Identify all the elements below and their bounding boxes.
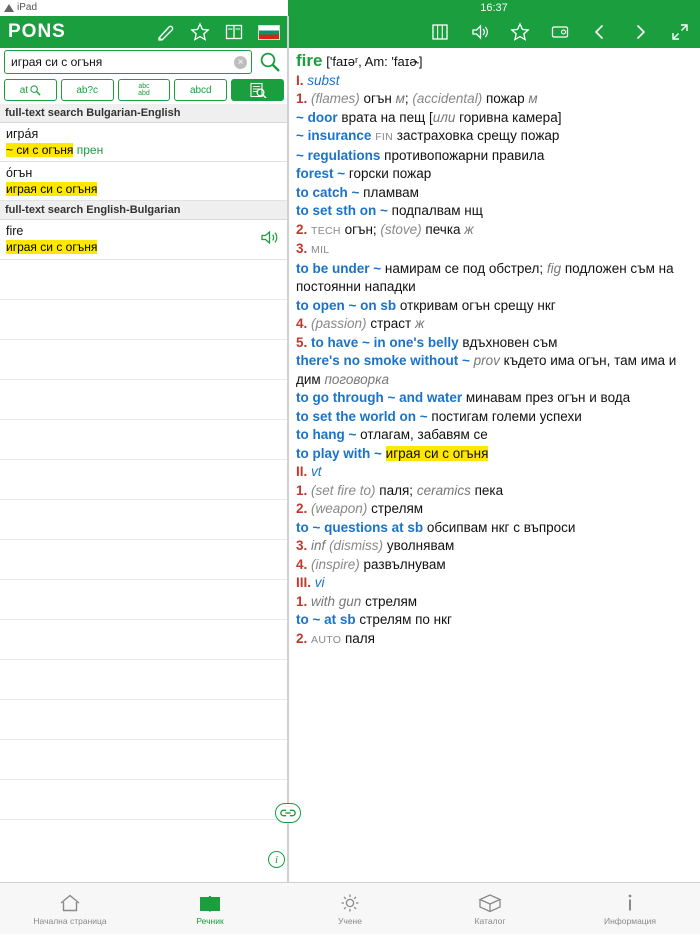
entry-line: 4. (inspire) развълнувам xyxy=(296,556,446,572)
chevron-left-icon[interactable] xyxy=(590,22,610,42)
mode-at-search[interactable] xyxy=(4,79,57,101)
list-item[interactable] xyxy=(0,660,288,700)
results-section-header: full-text search English-Bulgarian xyxy=(0,201,288,220)
list-item[interactable] xyxy=(0,700,288,740)
snippet-part: огъня xyxy=(62,182,98,196)
list-item[interactable] xyxy=(0,300,288,340)
result-title: fire xyxy=(6,224,24,238)
search-bar xyxy=(0,48,288,76)
pen-icon[interactable] xyxy=(156,22,176,42)
search-button[interactable] xyxy=(256,50,284,74)
search-input-wrap[interactable] xyxy=(4,50,252,74)
list-item[interactable] xyxy=(0,620,288,660)
mode-wildcard-label: ab?c xyxy=(76,84,99,96)
list-item[interactable] xyxy=(0,220,288,260)
mode-abcd-label: abcd xyxy=(189,84,212,96)
fullscreen-icon[interactable] xyxy=(670,22,690,42)
speaker-icon[interactable] xyxy=(470,22,490,42)
flag-bulgaria-icon[interactable] xyxy=(258,25,280,40)
result-title: игра́я xyxy=(6,127,39,141)
entry-line: 1. (set fire to) паля; ceramics пека xyxy=(296,482,504,498)
snippet-part: играя xyxy=(6,182,37,196)
book-open-icon xyxy=(198,891,222,913)
mode-wildcard-question[interactable] xyxy=(61,79,114,101)
box-icon xyxy=(478,891,502,913)
entry-line: 5. to have ~ in one's belly вдъхновен съм xyxy=(296,334,558,350)
right-toolbar xyxy=(288,16,700,48)
list-item[interactable] xyxy=(0,580,288,620)
snippet-label: прен xyxy=(73,143,104,157)
snippet-part: играя xyxy=(6,240,37,254)
tab-label: Информация xyxy=(603,916,657,926)
wifi-icon xyxy=(4,4,14,12)
result-title: о́гън xyxy=(6,166,33,180)
sun-icon xyxy=(339,891,361,913)
list-item[interactable] xyxy=(0,162,288,201)
tab-home[interactable] xyxy=(0,883,140,935)
info-i-icon xyxy=(623,891,637,913)
snippet-part: си xyxy=(36,240,57,254)
tab-info[interactable] xyxy=(560,883,700,935)
entry-line: to go through ~ and water минавам през огън и вода xyxy=(296,390,631,405)
clear-icon[interactable]: × xyxy=(234,56,247,69)
search-mode-bar xyxy=(0,76,288,104)
list-item[interactable] xyxy=(0,340,288,380)
entry-line: 4. (passion) страст ж xyxy=(296,316,425,331)
book-icon[interactable] xyxy=(224,22,244,42)
entry-headword: fire xyxy=(296,51,323,70)
status-left xyxy=(4,2,37,13)
home-icon xyxy=(59,891,81,913)
result-snippet xyxy=(6,182,282,196)
entry-line: to ~ questions at sb обсипвам нкг с въпроси xyxy=(296,519,576,535)
snippet-part: огъня xyxy=(41,143,74,157)
mode-abc-line1: abc xyxy=(138,83,150,90)
mode-abc-line2: abd xyxy=(138,90,150,97)
list-item[interactable] xyxy=(0,780,288,820)
snippet-part: огъня xyxy=(62,240,98,254)
entry-line: to play with ~ играя си с огъня xyxy=(296,445,489,461)
snippet-part: с xyxy=(29,143,42,157)
list-item[interactable] xyxy=(0,420,288,460)
entry-line: III. vi xyxy=(296,575,325,590)
mode-abc-stack xyxy=(138,83,150,97)
entry-line: to hang ~ отлагам, забавям се xyxy=(296,427,488,442)
snippet-part: с xyxy=(56,240,63,254)
chevron-right-icon[interactable] xyxy=(630,22,650,42)
entry-ipa: ['faɪəʳ, Am: 'faɪɚ] xyxy=(326,54,423,69)
entry-line: I. subst xyxy=(296,72,340,88)
entry-line: 1. with gun стрелям xyxy=(296,593,418,609)
tab-learning[interactable] xyxy=(280,883,420,935)
entry-line: to set sth on ~ подпалвам нщ xyxy=(296,203,483,218)
entry-line: 3. inf (dismiss) уволнявам xyxy=(296,538,455,553)
entry-line: 3. MIL xyxy=(296,241,330,256)
snippet-part: си xyxy=(16,143,30,157)
dictionary-entry xyxy=(292,48,696,882)
results-section-header: full-text search Bulgarian-English xyxy=(0,104,288,123)
mode-abcd[interactable] xyxy=(174,79,227,101)
entry-line: 1. (flames) огън м; (accidental) пожар м xyxy=(296,91,538,106)
status-clock: 16:37 xyxy=(480,2,508,14)
list-item[interactable] xyxy=(0,260,288,300)
mode-fulltext[interactable] xyxy=(231,79,284,101)
list-item[interactable] xyxy=(0,540,288,580)
pons-logo: PONS xyxy=(8,21,66,42)
tab-dictionary[interactable] xyxy=(140,883,280,935)
info-icon[interactable]: i xyxy=(268,851,285,868)
tab-label: Начална страница xyxy=(33,916,107,926)
entry-line: to set the world on ~ постигам големи успехи xyxy=(296,408,582,424)
device-label: iPad xyxy=(17,2,38,13)
list-item[interactable] xyxy=(0,460,288,500)
bottom-tab-bar xyxy=(0,882,700,934)
left-toolbar-icons xyxy=(156,22,280,42)
entry-line: ~ door врата на пещ [или горивна камера] xyxy=(296,109,562,125)
entry-line: 2. TECH огън; (stove) печка ж xyxy=(296,221,474,237)
speaker-icon[interactable] xyxy=(260,227,282,252)
list-item[interactable] xyxy=(0,740,288,780)
entry-line: ~ regulations противопожарни правила xyxy=(296,147,545,163)
mode-abc-abd[interactable] xyxy=(118,79,171,101)
tab-label: Учене xyxy=(338,916,362,926)
pane-divider xyxy=(287,16,289,882)
entry-headword-line xyxy=(296,52,690,72)
entry-line: to catch ~ пламвам xyxy=(296,184,419,200)
results-list[interactable] xyxy=(0,104,288,882)
grid-icon[interactable] xyxy=(430,22,450,42)
entry-line: ~ insurance FIN застраховка срещу пожар xyxy=(296,128,560,143)
result-snippet xyxy=(6,240,282,254)
entry-line: 2. (weapon) стрелям xyxy=(296,501,424,516)
snippet-part: с xyxy=(56,182,63,196)
entry-line: there's no smoke without ~ prov където има огън, там има и дим поговорка xyxy=(296,353,677,387)
snippet-part: ~ xyxy=(6,143,17,157)
entry-line: 2. AUTO паля xyxy=(296,630,375,646)
snippet-part: си xyxy=(36,182,57,196)
entry-line: to open ~ on sb откривам огън срещу нкг xyxy=(296,297,556,313)
star-icon[interactable] xyxy=(510,22,530,42)
list-item[interactable] xyxy=(0,123,288,162)
card-icon[interactable] xyxy=(550,22,570,42)
search-input[interactable] xyxy=(9,54,234,70)
entry-line: forest ~ горски пожар xyxy=(296,166,432,181)
entry-highlight: играя си с огъня xyxy=(385,445,489,461)
star-icon[interactable] xyxy=(190,22,210,42)
entry-line: to ~ at sb стрелям по нкг xyxy=(296,612,452,627)
list-item[interactable] xyxy=(0,500,288,540)
mode-at-label: at xyxy=(19,84,29,96)
result-snippet xyxy=(6,143,282,157)
entry-line: to be under ~ намирам се под обстрел; fig подложен съм на постоянни нападки xyxy=(296,260,674,294)
tab-catalog[interactable] xyxy=(420,883,560,935)
list-item[interactable] xyxy=(0,380,288,420)
entry-line: II. vt xyxy=(296,464,322,479)
left-toolbar xyxy=(0,16,288,48)
tab-label: Речник xyxy=(196,916,224,926)
tab-label: Каталог xyxy=(474,916,506,926)
